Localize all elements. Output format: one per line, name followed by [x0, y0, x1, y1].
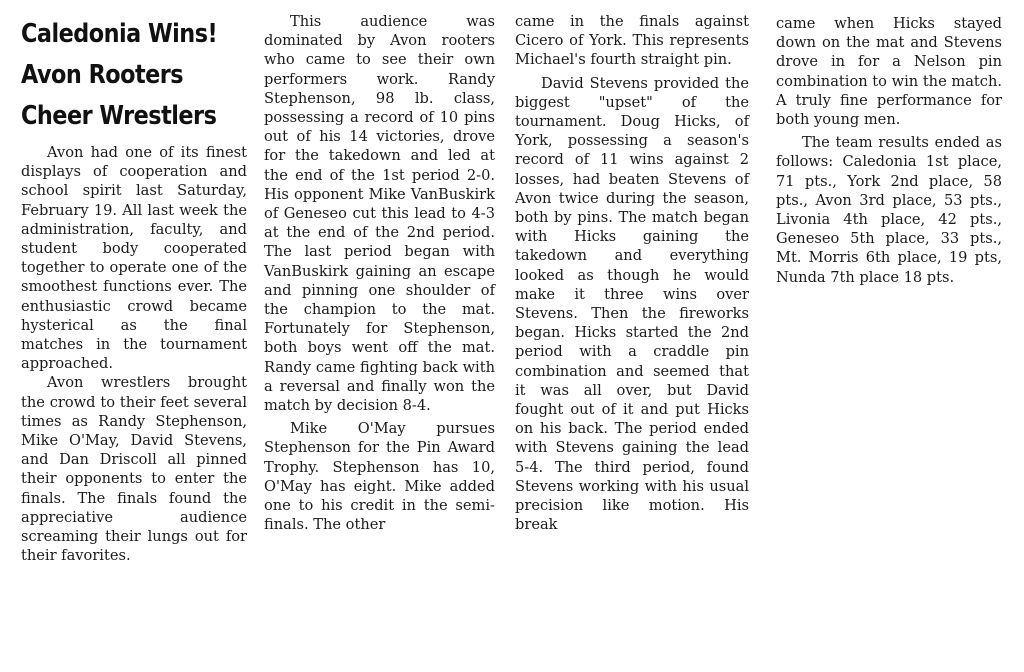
article-paragraph: David Stevens provided the biggest "upset" of the tournament. Doug Hicks, of York, possessing a season's record of 11 wins against 2 losses, had beaten Stevens of Avon twice during the season, both by pins. The match began with Hicks gaining the takedown and everything looked as though he would make it three wins over Stevens. Then the fireworks began. Hicks started the 2nd period with a craddle pin combination and seemed that it was all over, but David fought out of it and put Hicks on his back. The period ended with Stevens gaining the lead 5-4. The third period, found Stevens working with his usual precision like motion. His break — [515, 74, 749, 534]
article-column-2 — [264, 12, 495, 534]
article-paragraph-continued: came when Hicks stayed down on the mat and Stevens drove in for a Nelson pin combination to win the match. A truly fine performance for both young men. — [776, 15, 1002, 129]
article-paragraph: This audience was dominated by Avon rooters who came to see their own performers work. Randy Stephenson, 98 lb. class, possessing a record of 10 pins out of his 14 victories, drove for the takedown and led at the end of the 1st period 2-0. His opponent Mike VanBuskirk of Geneseo cut this lead to 4-3 at the end of the 2nd period. The last period began with VanBuskirk gaining an escape and pinning one shoulder of the champion to the mat. Fortunately for Stephenson, both boys went off the mat. Randy came fighting back with a reversal and finally won the match by decision 8-4. — [264, 13, 495, 415]
headline-line-2: Avon Rooters — [21, 60, 184, 90]
article-paragraph: Mike O'May pursues Stephenson for the Pin Award Trophy. Stephenson has 10, O'May has eight. Mike added one to his credit in the semi-finals. The other — [264, 420, 495, 534]
headline-line-1: Caledonia Wins! — [21, 19, 218, 49]
headline-line-3: Cheer Wrestlers — [21, 101, 217, 131]
article-headline — [21, 14, 218, 137]
article-paragraph: Avon wrestlers brought the crowd to their feet several times as Randy Stephenson, Mike O'May, David Stevens, and Dan Driscoll all pinned their opponents to enter the finals. The finals found the appreciative audience screaming their lungs out for their favorites. — [21, 374, 247, 565]
article-column-4 — [776, 14, 1002, 287]
team-results-paragraph: The team results ended as follows: Caledonia 1st place, 71 pts., York 2nd place, 58 pts., Avon 3rd place, 53 pts., Livonia 4th place, 42 pts., Geneseo 5th place, 33 pts., Mt. Morris 6th place, 19 pts, Nunda 7th place 18 pts. — [776, 134, 1002, 286]
article-column-1 — [21, 8, 247, 565]
article-paragraph: Avon had one of its finest displays of cooperation and school spirit last Saturday, February 19. All last week the administration, faculty, and student body cooperated together to operate one of the smoothest functions ever. The enthusiastic crowd became hysterical as the final matches in the tournament approached. — [21, 144, 247, 373]
article-column-3 — [515, 12, 749, 534]
article-paragraph-continued: came in the finals against Cicero of York. This represents Michael's fourth straight pin. — [515, 13, 749, 69]
